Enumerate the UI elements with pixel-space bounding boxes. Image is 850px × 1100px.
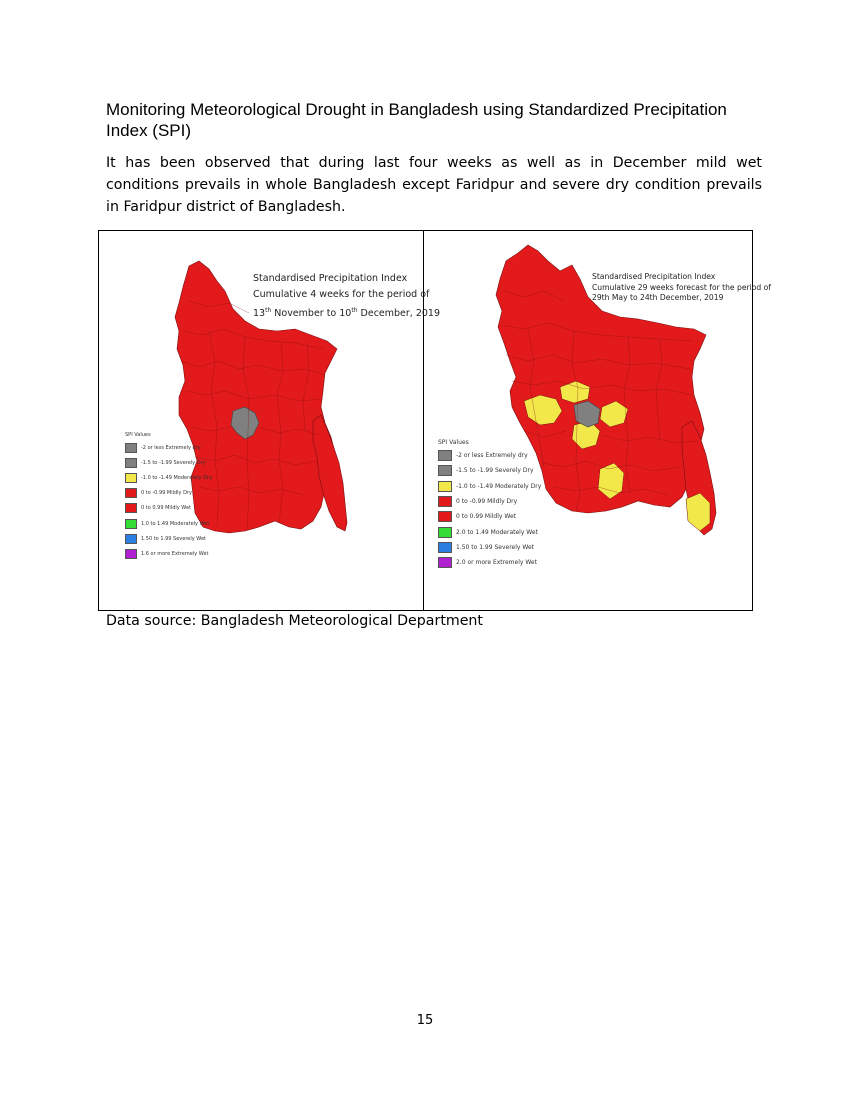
legend-item: [125, 546, 212, 561]
map-title-ordinal-2: th: [351, 307, 358, 314]
map-title-date-middle: November to 10: [271, 308, 352, 320]
legend-label: 1.0 to 1.49 Moderately Wet: [141, 520, 210, 527]
legend-swatch: [438, 481, 452, 492]
legend-label: -1.5 to -1.99 Severely Dry: [456, 467, 534, 475]
legend-swatch: [438, 557, 452, 568]
section-heading: Monitoring Meteorological Drought in Bangladesh using Standardized Precipitation Index (SPI): [106, 100, 727, 140]
map-title-line-1: Standardised Precipitation Index: [592, 272, 716, 281]
legend-item: [125, 531, 212, 546]
legend-swatch: [438, 527, 452, 538]
spi-map-figure: [98, 230, 771, 611]
legend-item: [125, 486, 212, 501]
legend-item: [125, 440, 212, 455]
map-title-date-start-day: 13: [253, 308, 266, 320]
map-panel-4-weeks: [99, 231, 441, 610]
map-title-line-2: Cumulative 4 weeks for the period of: [253, 289, 430, 300]
legend-item: [438, 463, 541, 478]
legend-item: [438, 540, 541, 555]
map-title-line-3: [253, 303, 440, 322]
legend-swatch: [125, 549, 137, 559]
map-title-line-1: Standardised Precipitation Index: [253, 273, 408, 284]
legend-title: SPI Values: [125, 432, 151, 438]
legend-4-weeks: [125, 432, 212, 562]
legend-label: 0 to 0.99 Mildly Wet: [456, 513, 516, 521]
legend-swatch: [438, 450, 452, 461]
legend-item: [125, 501, 212, 516]
legend-swatch: [438, 511, 452, 522]
legend-label: 2.0 or more Extremely Wet: [456, 559, 537, 567]
page-number: 15: [416, 1013, 434, 1028]
legend-swatch: [438, 465, 452, 476]
legend-label: 2.0 to 1.49 Moderately Wet: [456, 528, 538, 536]
legend-label: -1.0 to -1.49 Moderately Dry: [141, 474, 213, 481]
legend-item: [438, 555, 541, 570]
legend-label: -2 or less Extremely dry: [456, 452, 528, 460]
legend-item: [438, 479, 541, 494]
legend-swatch: [438, 542, 452, 553]
legend-swatch: [125, 443, 137, 453]
legend-label: 1.6 or more Extremely Wet: [141, 550, 209, 557]
legend-swatch: [125, 503, 137, 513]
data-source-caption: Data source: Bangladesh Meteorological Department: [106, 613, 483, 629]
legend-item: [125, 455, 212, 470]
legend-label: 0 to -0.99 Mildly Dry: [141, 490, 192, 497]
map-title-29-weeks: [592, 272, 771, 304]
legend-item: [438, 494, 541, 509]
legend-item: [438, 509, 541, 524]
legend-label: 1.50 to 1.99 Severely Wet: [456, 543, 534, 551]
legend-29-weeks: [438, 439, 541, 570]
legend-label: -2 or less Extremely dry: [141, 444, 201, 451]
legend-title: SPI Values: [438, 439, 469, 446]
legend-item: [438, 524, 541, 539]
legend-swatch: [125, 519, 137, 529]
map-title-ordinal-1: th: [265, 307, 272, 314]
legend-item: [125, 470, 212, 485]
legend-swatch: [125, 534, 137, 544]
legend-swatch: [438, 496, 452, 507]
map-panel-29-weeks: [424, 231, 771, 610]
legend-item: [438, 448, 541, 463]
legend-swatch: [125, 473, 137, 483]
legend-label: 1.50 to 1.99 Severely Wet: [141, 535, 206, 542]
map-title-date-end: December, 2019: [357, 308, 441, 320]
legend-label: 0 to 0.99 Mildly Wet: [141, 505, 191, 512]
legend-label: -1.5 to -1.99 Severely Dry: [141, 459, 206, 466]
legend-swatch: [125, 458, 137, 468]
map-title-line-3: 29th May to 24th December, 2019: [592, 293, 724, 302]
legend-label: 0 to -0.99 Mildly Dry: [456, 498, 518, 506]
legend-swatch: [125, 488, 137, 498]
body-paragraph: It has been observed that during last four weeks as well as in December mild wet conditions prevails in whole Bangladesh except Faridpur and severe dry condition prevails in Faridpur district of Bangladesh.: [106, 155, 762, 215]
legend-label: -1.0 to -1.49 Moderately Dry: [456, 482, 542, 490]
map-title-4-weeks: [253, 271, 440, 322]
map-title-line-2: Cumulative 29 weeks forecast for the period of: [592, 282, 771, 292]
legend-item: [125, 516, 212, 531]
